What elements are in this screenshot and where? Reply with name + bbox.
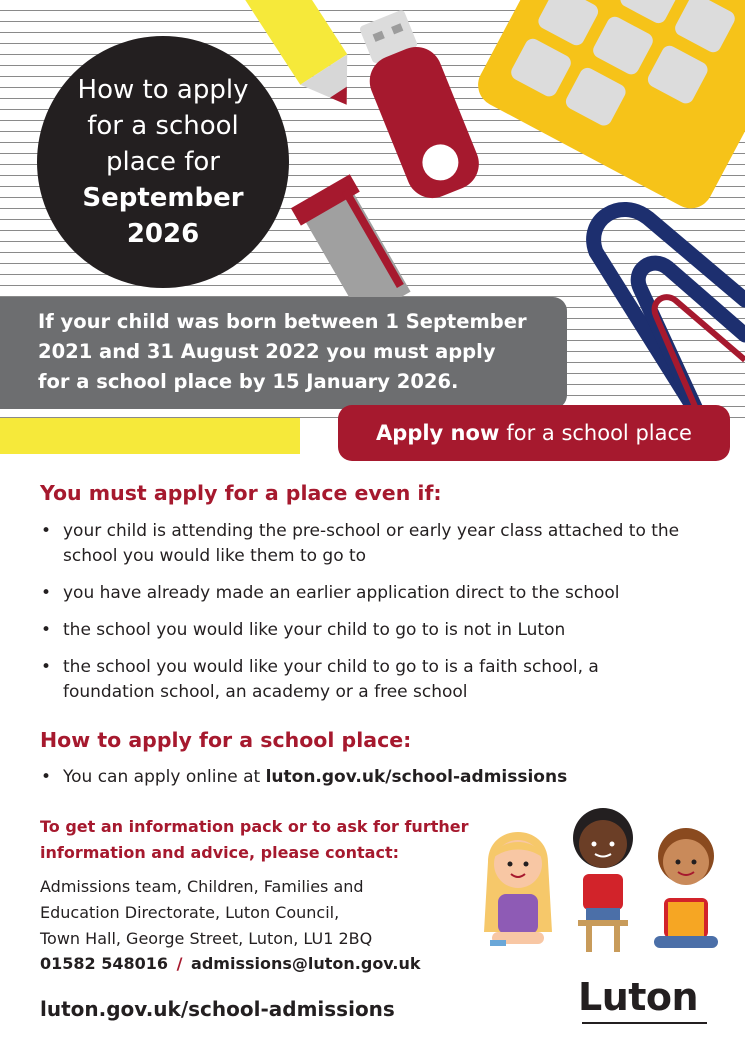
how-to-apply-list xyxy=(38,765,718,802)
title-circle xyxy=(37,36,289,288)
footer-url[interactable]: luton.gov.uk/school-admissions xyxy=(40,997,395,1021)
luton-logo: Luton xyxy=(578,975,699,1019)
apply-now-bold: Apply now xyxy=(376,421,500,445)
circle-month: September xyxy=(82,183,244,213)
apply-online-text: You can apply online at xyxy=(63,767,261,787)
children-illustration xyxy=(478,802,728,962)
address-line-3: Town Hall, George Street, Luton, LU1 2BQ xyxy=(40,929,373,948)
address-line-1: Admissions team, Children, Families and xyxy=(40,877,364,896)
must-apply-heading: You must apply for a place even if: xyxy=(40,481,442,505)
calculator-illustration xyxy=(470,0,745,216)
list-item: • you have already made an earlier application direct to the school xyxy=(38,581,718,606)
phone-number[interactable]: 01582 548016 xyxy=(40,954,169,973)
boy-reading-illustration xyxy=(654,828,718,948)
circle-line-2: for a school xyxy=(87,111,239,141)
girl-illustration xyxy=(484,832,552,946)
admissions-link[interactable]: luton.gov.uk/school-admissions xyxy=(265,767,568,787)
separator: / xyxy=(176,954,183,973)
deadline-line-3: for a school place by 15 January 2026. xyxy=(38,370,459,393)
address-block xyxy=(40,874,470,952)
deadline-line-2: 2021 and 31 August 2022 you must apply xyxy=(38,340,496,363)
deadline-banner xyxy=(0,297,567,409)
circle-line-1: How to apply xyxy=(77,75,249,105)
list-item: • the school you would like your child to go to is a faith school, a foundation school, an academy or a free school xyxy=(38,655,683,705)
contact-heading: To get an information pack or to ask for further information and advice, please contact: xyxy=(40,817,469,862)
circle-year: 2026 xyxy=(126,219,200,249)
list-item: • the school you would like your child to go to is not in Luton xyxy=(38,618,718,643)
must-apply-list xyxy=(38,519,718,717)
how-to-apply-heading: How to apply for a school place: xyxy=(40,728,412,752)
boy-illustration xyxy=(573,808,633,952)
logo-underline xyxy=(582,1022,707,1024)
paperclip-illustration xyxy=(594,209,745,418)
apply-now-banner xyxy=(338,405,730,461)
circle-line-3: place for xyxy=(106,147,220,177)
list-item xyxy=(38,765,718,790)
email-link[interactable]: admissions@luton.gov.uk xyxy=(191,954,421,973)
pencil-strip xyxy=(0,418,300,454)
list-item: • your child is attending the pre-school or early year class attached to the school you would like them to go to xyxy=(38,519,718,569)
address-line-2: Education Directorate, Luton Council, xyxy=(40,903,340,922)
usb-stick-illustration xyxy=(348,4,487,206)
contact-details xyxy=(40,954,421,973)
apply-now-rest: for a school place xyxy=(506,421,692,445)
deadline-line-1: If your child was born between 1 September xyxy=(38,310,527,333)
